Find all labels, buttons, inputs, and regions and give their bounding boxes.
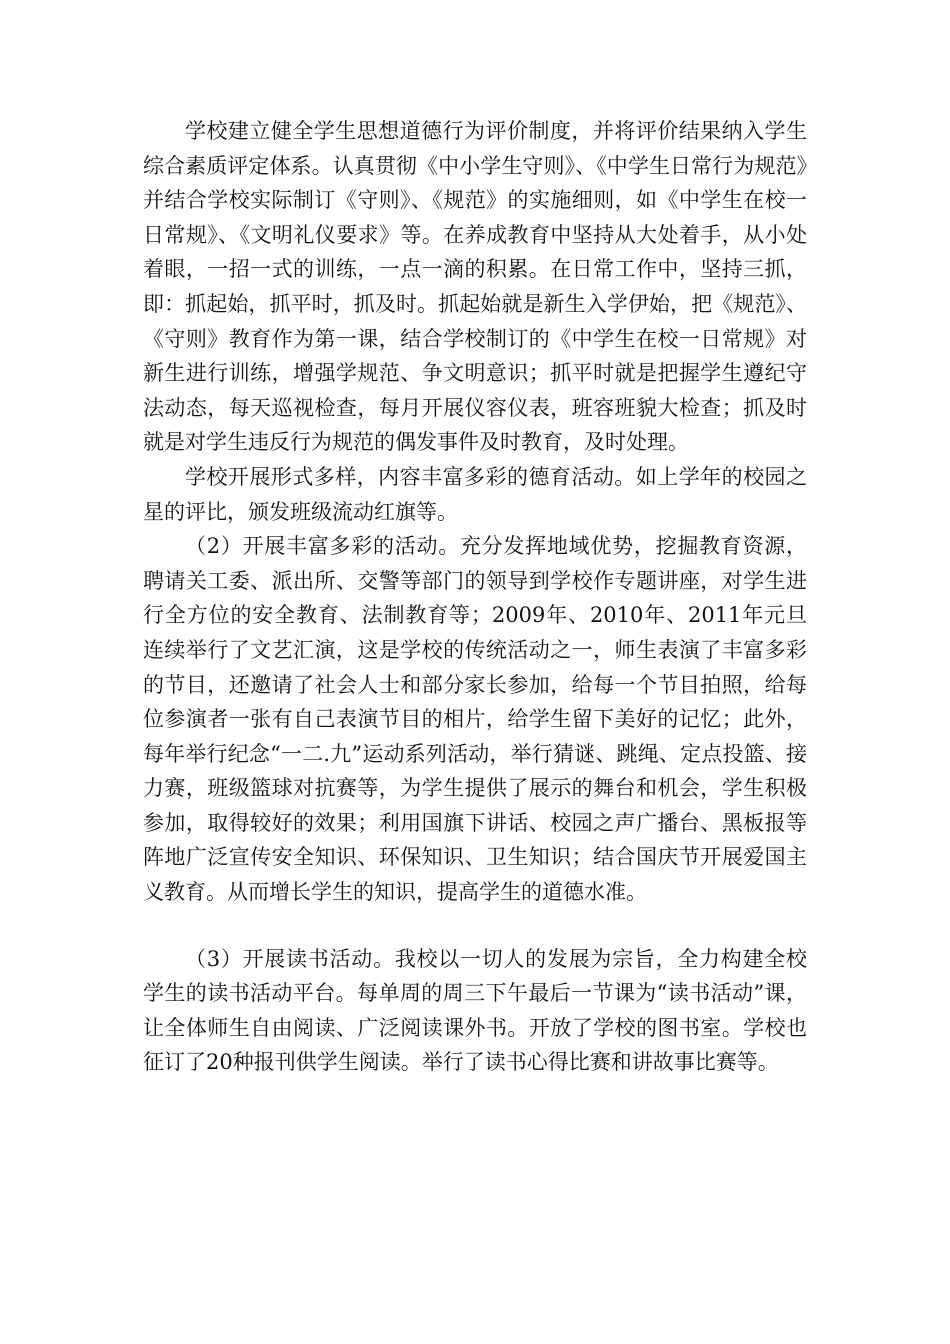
paragraph-moral-activities: 学校开展形式多样，内容丰富多彩的德育活动。如上学年的校园之星的评比，颁发班级流动红旗等。: [143, 464, 807, 524]
document-body: [143, 114, 807, 1080]
paragraph-reading-activities: （3）开展读书活动。我校以一切人的发展为宗旨，全力构建全校学生的读书活动平台。每单周的周三下午最后一节课为“读书活动”课，让全体师生自由阅读、广泛阅读课外书。开放了学校的图书室。学校也征订了20种报刊供学生阅读。举行了读书心得比赛和讲故事比赛等。: [143, 946, 807, 1075]
paragraph-rich-activities: （2）开展丰富多彩的活动。充分发挥地域优势，挖掘教育资源，聘请关工委、派出所、交警等部门的领导到学校作专题讲座，对学生进行全方位的安全教育、法制教育等；2009年、2010年、2011年元旦连续举行了文艺汇演，这是学校的传统活动之一，师生表演了丰富多彩的节目，还邀请了社会人士和部分家长参加，给每一个节目拍照，给每位参演者一张有自己表演节目的相片，给学生留下美好的记忆；此外，每年举行纪念“一二.九”运动系列活动，举行猜谜、跳绳、定点投篮、接力赛，班级篮球对抗赛等，为学生提供了展示的舞台和机会，学生积极参加，取得较好的效果；利用国旗下讲话、校园之声广播台、黑板报等阵地广泛宣传安全知识、环保知识、卫生知识；结合国庆节开展爱国主义教育。从而增长学生的知识，提高学生的道德水准。: [143, 534, 807, 905]
paragraph-evaluation-system: 学校建立健全学生思想道德行为评价制度，并将评价结果纳入学生综合素质评定体系。认真贯彻《中小学生守则》、《中学生日常行为规范》并结合学校实际制订《守则》、《规范》的实施细则，如《中学生在校一日常规》、《文明礼仪要求》等。在养成教育中坚持从大处着手，从小处着眼，一招一式的训练，一点一滴的积累。在日常工作中，坚持三抓，即：抓起始，抓平时，抓及时。抓起始就是新生入学伊始，把《规范》、《守则》教育作为第一课，结合学校制订的《中学生在校一日常规》对新生进行训练，增强学规范、争文明意识；抓平时就是把握学生遵纪守法动态，每天巡视检查，每月开展仪容仪表，班容班貌大检查；抓及时就是对学生违反行为规范的偶发事件及时教育，及时处理。: [143, 119, 807, 455]
